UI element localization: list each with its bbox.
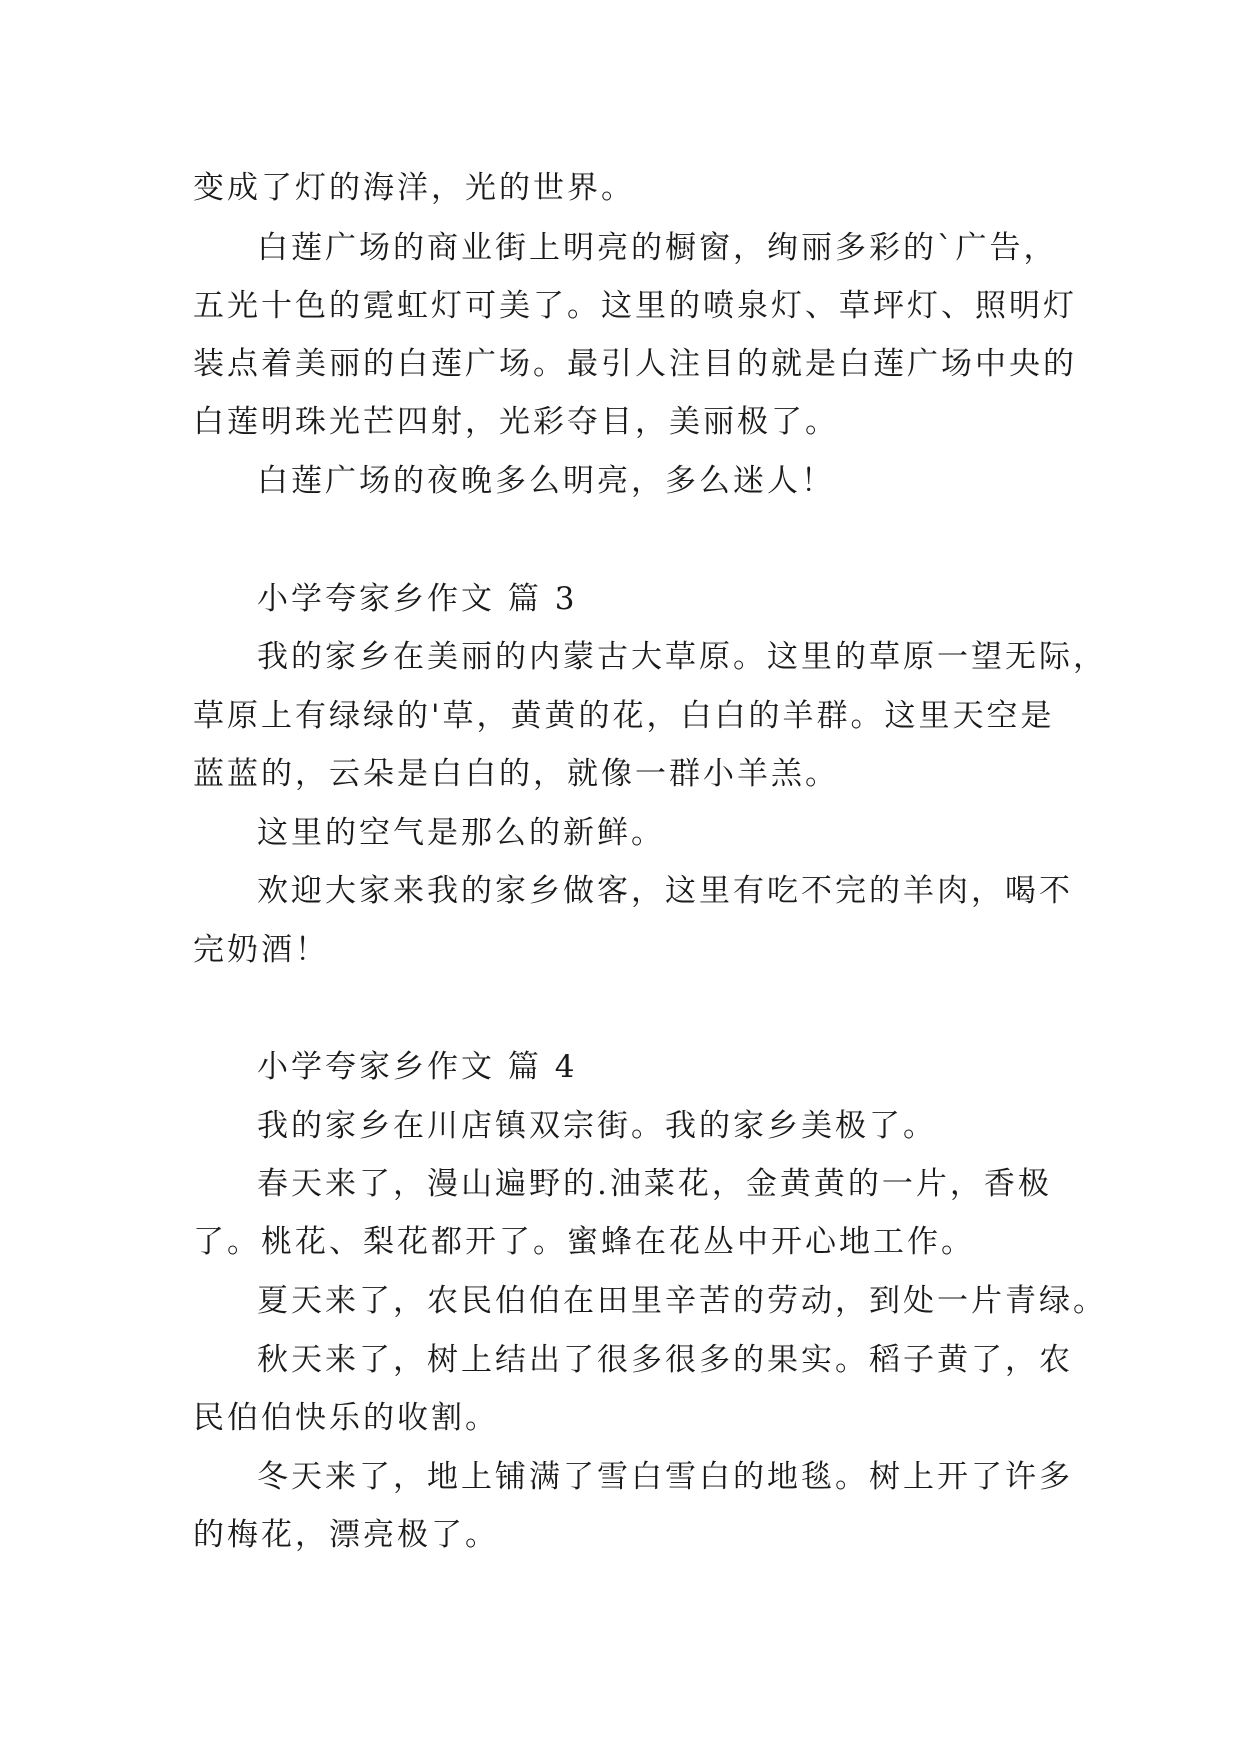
text-line: 蓝蓝的，云朵是白白的，就像一群小羊羔。 xyxy=(193,756,839,792)
paragraph-start: 这里的空气是那么的新鲜。 xyxy=(257,815,665,851)
paragraph-start: 我的家乡在川店镇双宗街。我的家乡美极了。 xyxy=(257,1108,937,1144)
text-line: 民伯伯快乐的收割。 xyxy=(193,1400,499,1436)
text-line: 装点着美丽的白莲广场。最引人注目的就是白莲广场中央的 xyxy=(193,346,1077,382)
paragraph-start: 夏天来了，农民伯伯在田里辛苦的劳动，到处一片青绿。 xyxy=(257,1283,1107,1319)
text-line: 五光十色的霓虹灯可美了。这里的喷泉灯、草坪灯、照明灯 xyxy=(193,288,1077,324)
paragraph-start: 我的家乡在美丽的内蒙古大草原。这里的草原一望无际， xyxy=(257,639,1107,675)
text-line: 的梅花，漂亮极了。 xyxy=(193,1517,499,1553)
section-heading: 小学夸家乡作文 篇 3 xyxy=(257,581,578,617)
text-line: 变成了灯的海洋，光的世界。 xyxy=(193,170,635,206)
paragraph-start: 白莲广场的夜晚多么明亮，多么迷人！ xyxy=(257,463,835,499)
paragraph-start: 冬天来了，地上铺满了雪白雪白的地毯。树上开了许多 xyxy=(257,1459,1073,1495)
text-line: 了。桃花、梨花都开了。蜜蜂在花丛中开心地工作。 xyxy=(193,1224,975,1260)
section-heading: 小学夸家乡作文 篇 4 xyxy=(257,1049,578,1085)
text-line: 完奶酒！ xyxy=(193,932,329,968)
text-line: 草原上有绿绿的'草，黄黄的花，白白的羊群。这里天空是 xyxy=(193,698,1055,734)
paragraph-start: 白莲广场的商业街上明亮的橱窗，绚丽多彩的`广告， xyxy=(257,230,1058,266)
text-line: 白莲明珠光芒四射，光彩夺目，美丽极了。 xyxy=(193,404,839,440)
paragraph-start: 欢迎大家来我的家乡做客，这里有吃不完的羊肉，喝不 xyxy=(257,873,1073,909)
paragraph-start: 秋天来了，树上结出了很多很多的果实。稻子黄了，农 xyxy=(257,1342,1073,1378)
paragraph-start: 春天来了，漫山遍野的.油菜花，金黄黄的一片，香极 xyxy=(257,1166,1052,1202)
